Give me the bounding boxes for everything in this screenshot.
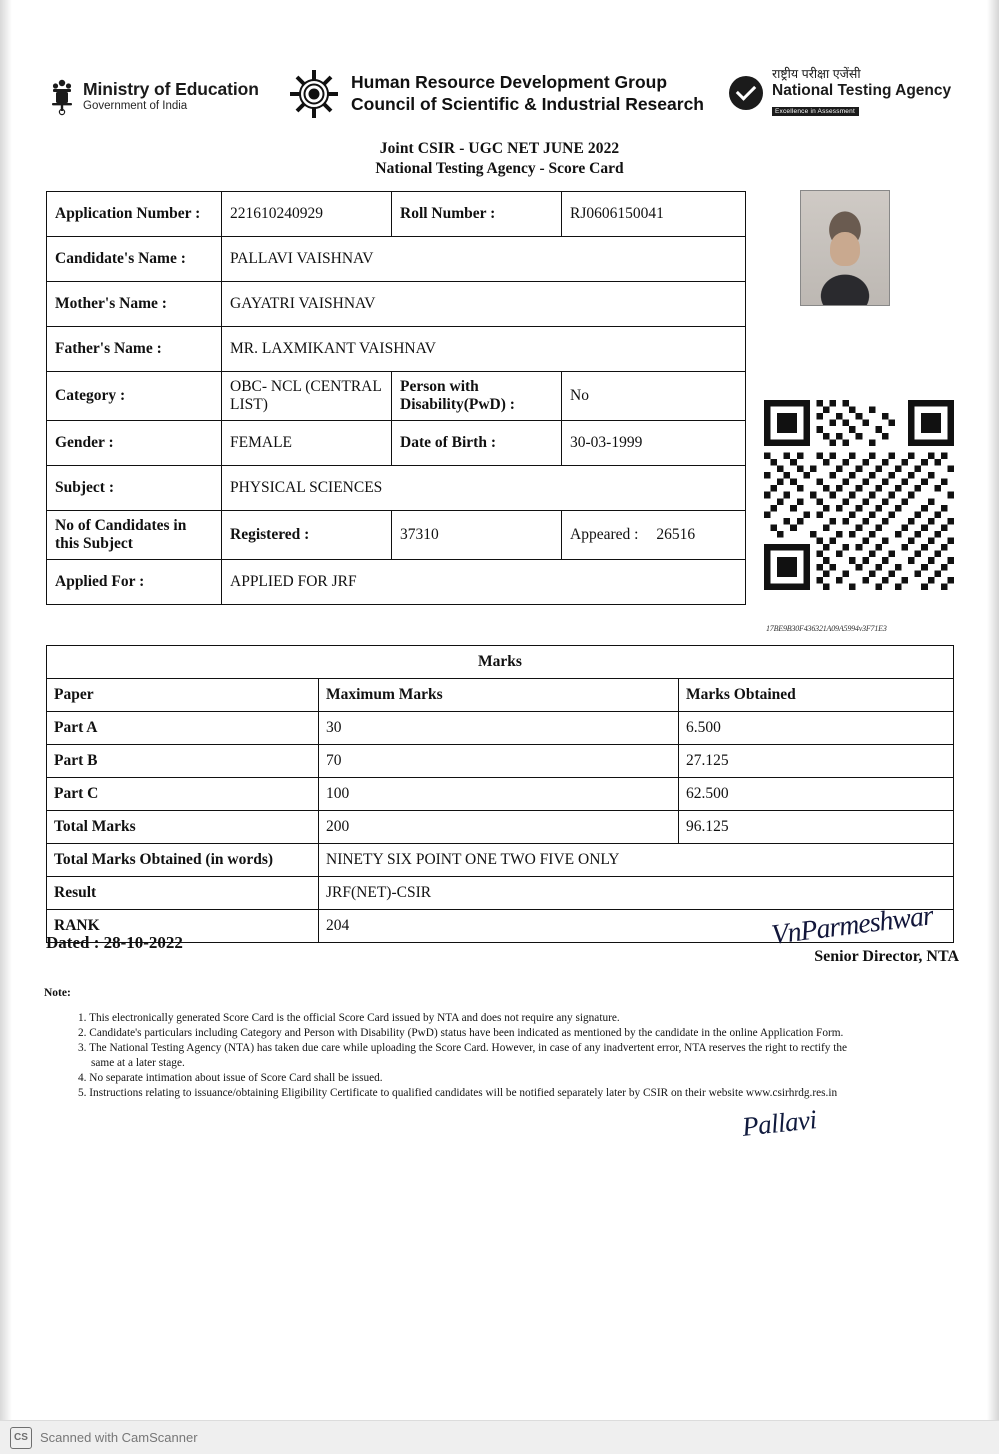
row-label-part-c: Part C: [47, 778, 319, 811]
csir-block: [286, 66, 704, 122]
marks-title-row: [47, 646, 954, 679]
registered-value: 37310: [392, 511, 562, 560]
notes-heading: Note:: [44, 987, 71, 999]
col-header-paper: Paper: [47, 679, 319, 712]
note-item-4: 4. No separate intimation about issue of Score Card shall be issued.: [78, 1071, 383, 1084]
part-c-obtained: 62.500: [679, 778, 954, 811]
csir-line-1: Human Resource Development Group: [351, 72, 668, 93]
ministry-title: Ministry of Education: [83, 79, 259, 100]
subject-value: PHYSICAL SCIENCES: [222, 466, 746, 511]
national-emblem-icon: [50, 74, 74, 118]
table-row: [47, 811, 954, 844]
qr-hash-text: 17BE9B30F436321A09A5994v3F71E3: [766, 624, 887, 633]
authority-signature-block: [769, 900, 959, 966]
document-title-block: [0, 140, 999, 178]
table-row: [47, 237, 746, 282]
note-item-5: 5. Instructions relating to issuance/obtaining Eligibility Certificate to qualified candidates will be notified separately later by CSIR on their website www.csirhrdg.res.in: [78, 1086, 838, 1099]
total-max: 200: [319, 811, 679, 844]
roll-number-label: Roll Number :: [392, 192, 562, 237]
part-b-obtained: 27.125: [679, 745, 954, 778]
part-a-obtained: 6.500: [679, 712, 954, 745]
csir-line-2: Council of Scientific & Industrial Research: [351, 94, 704, 114]
nta-english-title: National Testing Agency: [772, 81, 952, 99]
application-number-value: 221610240929: [222, 192, 392, 237]
subject-label: Subject :: [47, 466, 222, 511]
appeared-value: 26516: [656, 526, 696, 543]
ministry-subtitle: Government of India: [83, 99, 188, 112]
table-row: [47, 421, 746, 466]
application-number-label: Application Number :: [47, 192, 222, 237]
rank-value: 204: [319, 910, 954, 943]
notes-list: [78, 1011, 968, 1101]
document-header: [44, 60, 964, 132]
row-label-part-a: Part A: [47, 712, 319, 745]
pwd-label: Person with Disability(PwD) :: [392, 372, 562, 421]
col-header-marks-obtained: Marks Obtained: [679, 679, 954, 712]
row-label-result: Result: [47, 877, 319, 910]
note-item-3-continued: same at a later stage.: [91, 1056, 185, 1069]
table-row: [47, 745, 954, 778]
table-header-row: [47, 679, 954, 712]
note-item-2: 2. Candidate's particulars including Category and Person with Disability (PwD) status have been indicated as mentioned by the candidate in the online Application Form.: [78, 1026, 844, 1039]
dated-text: Dated : 28-10-2022: [46, 933, 183, 952]
page-edge-right: [987, 0, 999, 1420]
table-row: [47, 327, 746, 372]
table-row: [47, 192, 746, 237]
roll-number-value: RJ0606150041: [562, 192, 746, 237]
row-label-total-in-words: Total Marks Obtained (in words): [47, 844, 319, 877]
candidate-photo: [800, 190, 890, 306]
candidates-count-label: No of Candidates in this Subject: [47, 511, 222, 560]
camscanner-text: Scanned with CamScanner: [40, 1430, 198, 1445]
appeared-cell: [562, 511, 746, 560]
nta-check-icon: [729, 76, 763, 110]
camscanner-footer: [0, 1420, 999, 1454]
table-row: [47, 372, 746, 421]
total-obtained: 96.125: [679, 811, 954, 844]
father-name-label: Father's Name :: [47, 327, 222, 372]
qr-code-icon: [764, 400, 954, 590]
applied-for-label: Applied For :: [47, 560, 222, 605]
candidate-name-label: Candidate's Name :: [47, 237, 222, 282]
father-name-value: MR. LAXMIKANT VAISHNAV: [222, 327, 746, 372]
result-value: JRF(NET)-CSIR: [319, 877, 954, 910]
table-row: [47, 466, 746, 511]
table-row: [47, 511, 746, 560]
part-a-max: 30: [319, 712, 679, 745]
candidate-name-value: PALLAVI VAISHNAV: [222, 237, 746, 282]
ministry-of-education-block: [50, 74, 259, 118]
mother-name-value: GAYATRI VAISHNAV: [222, 282, 746, 327]
table-row: [47, 560, 746, 605]
avatar: [801, 191, 889, 305]
table-row: [47, 712, 954, 745]
csir-logo-icon: [286, 66, 342, 122]
total-in-words-value: NINETY SIX POINT ONE TWO FIVE ONLY: [319, 844, 954, 877]
row-label-rank: RANK: [47, 910, 319, 943]
authority-signature: VnParmeshwar: [769, 900, 935, 951]
note-item-1: 1. This electronically generated Score Card is the official Score Card issued by NTA and does not require any signature.: [78, 1012, 620, 1024]
candidate-info-table: [46, 191, 746, 605]
part-c-max: 100: [319, 778, 679, 811]
row-label-total-marks: Total Marks: [47, 811, 319, 844]
nta-tagline: Excellence in Assessment: [772, 107, 859, 116]
category-value: OBC- NCL (CENTRAL LIST): [222, 372, 392, 421]
registered-label: Registered :: [222, 511, 392, 560]
authority-signature-label: Senior Director, NTA: [814, 948, 959, 965]
qr-code: [764, 400, 954, 590]
dob-label: Date of Birth :: [392, 421, 562, 466]
category-label: Category :: [47, 372, 222, 421]
dob-value: 30-03-1999: [562, 421, 746, 466]
appeared-label: Appeared :: [570, 526, 639, 543]
note-item-3: 3. The National Testing Agency (NTA) has taken due care while uploading the Score Card. However, in case of any inadvertent error, NTA reserves the right to rectify the: [78, 1041, 848, 1054]
table-row: [47, 877, 954, 910]
candidate-signature: Pallavi: [740, 1104, 818, 1142]
table-row: [47, 282, 746, 327]
gender-label: Gender :: [47, 421, 222, 466]
camscanner-logo-icon: CS: [10, 1427, 32, 1449]
pwd-value: No: [562, 372, 746, 421]
gender-value: FEMALE: [222, 421, 392, 466]
table-row: [47, 778, 954, 811]
page-edge-left: [0, 0, 12, 1420]
exam-title: Joint CSIR - UGC NET JUNE 2022: [379, 140, 620, 157]
marks-section-title: Marks: [47, 646, 954, 679]
mother-name-label: Mother's Name :: [47, 282, 222, 327]
nta-hindi-title: राष्ट्रीय परीक्षा एजेंसी: [772, 67, 861, 81]
table-row: [47, 844, 954, 877]
page-title: National Testing Agency - Score Card: [375, 160, 624, 177]
col-header-maximum-marks: Maximum Marks: [319, 679, 679, 712]
part-b-max: 70: [319, 745, 679, 778]
applied-for-value: APPLIED FOR JRF: [222, 560, 746, 605]
nta-block: [729, 68, 951, 118]
marks-table: [46, 645, 954, 943]
row-label-part-b: Part B: [47, 745, 319, 778]
